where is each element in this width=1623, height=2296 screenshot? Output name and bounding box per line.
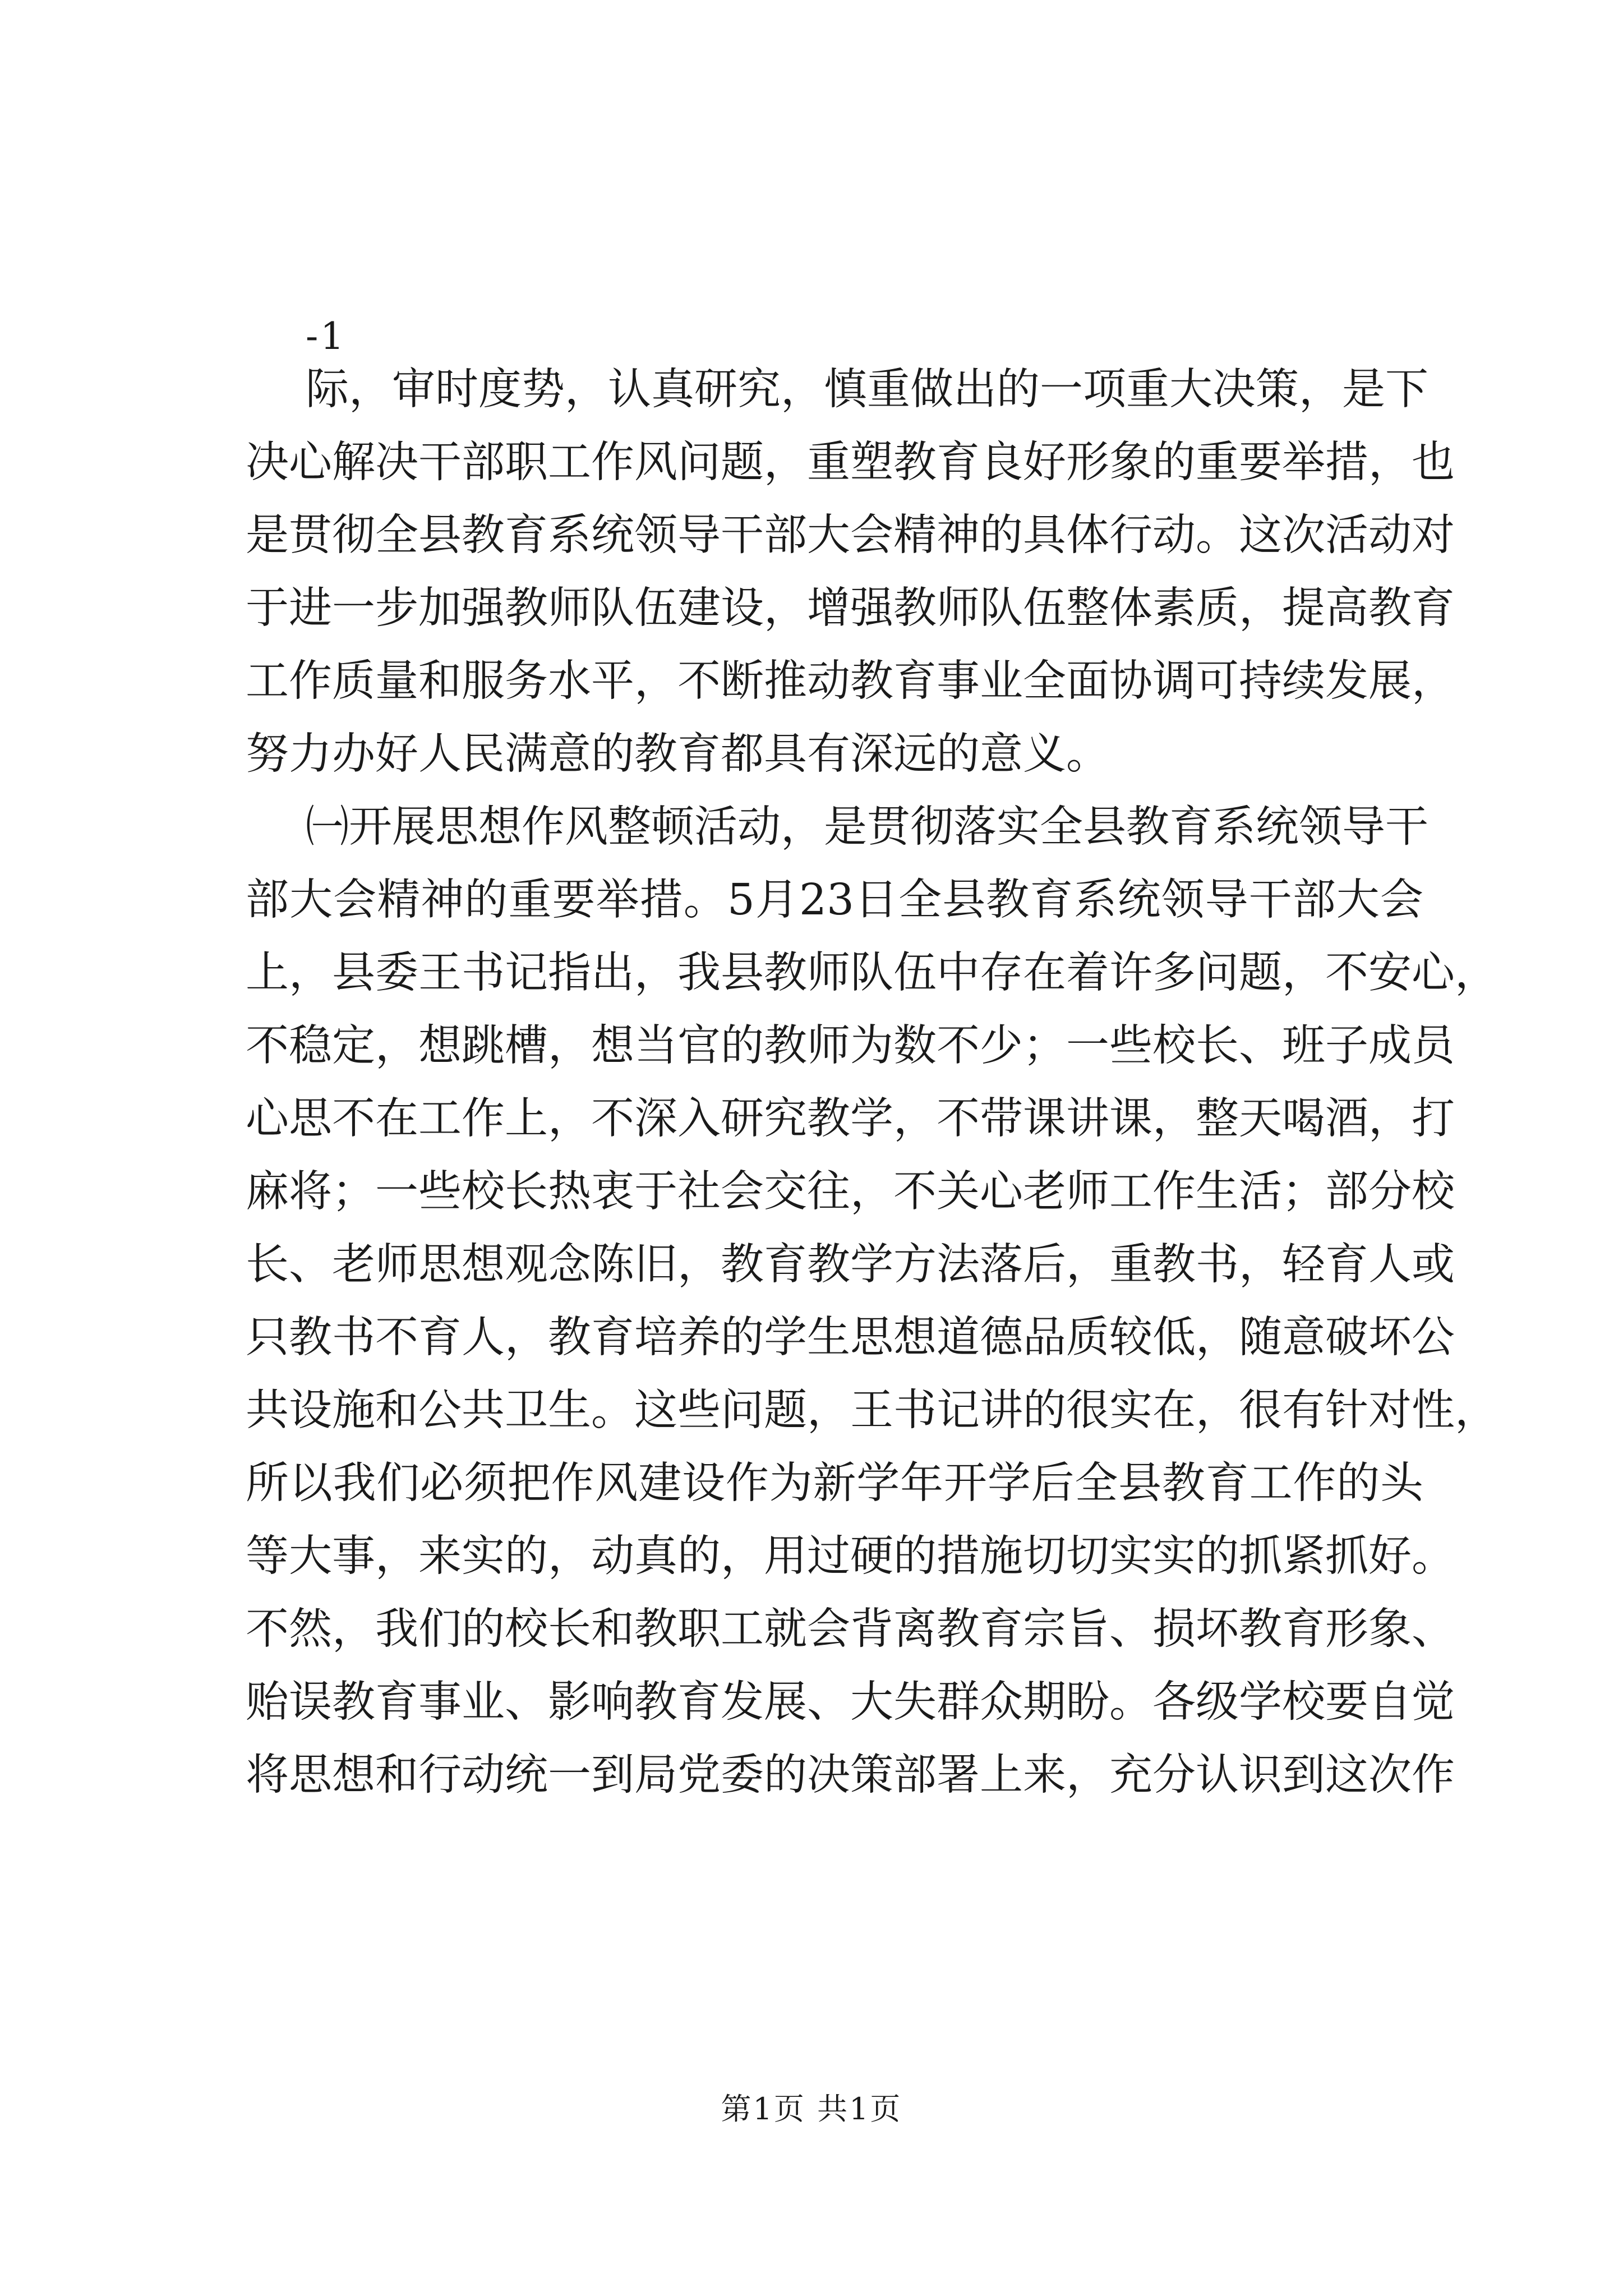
paragraph-line: 不稳定，想跳槽，想当官的教师为数不少；一些校长、班子成员 bbox=[246, 1021, 1455, 1071]
paragraph-line: 麻将；一些校长热衷于社会交往，不关心老师工作生活；部分校 bbox=[246, 1167, 1455, 1217]
paragraph-line: 是贯彻全县教育系统领导干部大会精神的具体行动。这次活动对 bbox=[246, 510, 1455, 560]
paragraph-line: 所以我们必须把作风建设作为新学年开学后全县教育工作的头 bbox=[246, 1458, 1423, 1508]
paragraph-line: 部大会精神的重要举措。5月23日全县教育系统领导干部大会 bbox=[246, 875, 1423, 925]
paragraph-line: 将思想和行动统一到局党委的决策部署上来，充分认识到这次作 bbox=[246, 1750, 1455, 1800]
paragraph-line: 际，审时度势，认真研究，慎重做出的一项重大决策，是下 bbox=[306, 365, 1428, 415]
paragraph-line: 贻误教育事业、影响教育发展、大失群众期盼。各级学校要自觉 bbox=[246, 1677, 1455, 1727]
paragraph-line: ㈠开展思想作风整顿活动，是贯彻落实全县教育系统领导干 bbox=[306, 802, 1428, 852]
paragraph-line: 共设施和公共卫生。这些问题，王书记讲的很实在，很有针对性， bbox=[246, 1386, 1498, 1435]
paragraph-line: 决心解决干部职工作风问题，重塑教育良好形象的重要举措，也 bbox=[246, 438, 1455, 487]
paragraph-line: 于进一步加强教师队伍建设，增强教师队伍整体素质，提高教育 bbox=[246, 583, 1455, 633]
paragraph-line: 工作质量和服务水平，不断推动教育事业全面协调可持续发展， bbox=[246, 656, 1455, 706]
paragraph-line: 等大事，来实的，动真的，用过硬的措施切切实实的抓紧抓好。 bbox=[246, 1531, 1455, 1581]
page-label: -1 bbox=[306, 315, 347, 358]
paragraph-line: 上，县委王书记指出，我县教师队伍中存在着许多问题，不安心， bbox=[246, 948, 1498, 998]
paragraph-line: 长、老师思想观念陈旧，教育教学方法落后，重教书，轻育人或 bbox=[246, 1240, 1455, 1290]
page-footer: 第1页 共1页 bbox=[721, 2091, 902, 2127]
paragraph-line: 心思不在工作上，不深入研究教学，不带课讲课，整天喝酒，打 bbox=[246, 1094, 1455, 1144]
paragraph-line: 不然，我们的校长和教职工就会背离教育宗旨、损坏教育形象、 bbox=[246, 1604, 1455, 1654]
paragraph-line: 只教书不育人，教育培养的学生思想道德品质较低，随意破坏公 bbox=[246, 1313, 1455, 1363]
paragraph-line: 努力办好人民满意的教育都具有深远的意义。 bbox=[246, 729, 1109, 779]
